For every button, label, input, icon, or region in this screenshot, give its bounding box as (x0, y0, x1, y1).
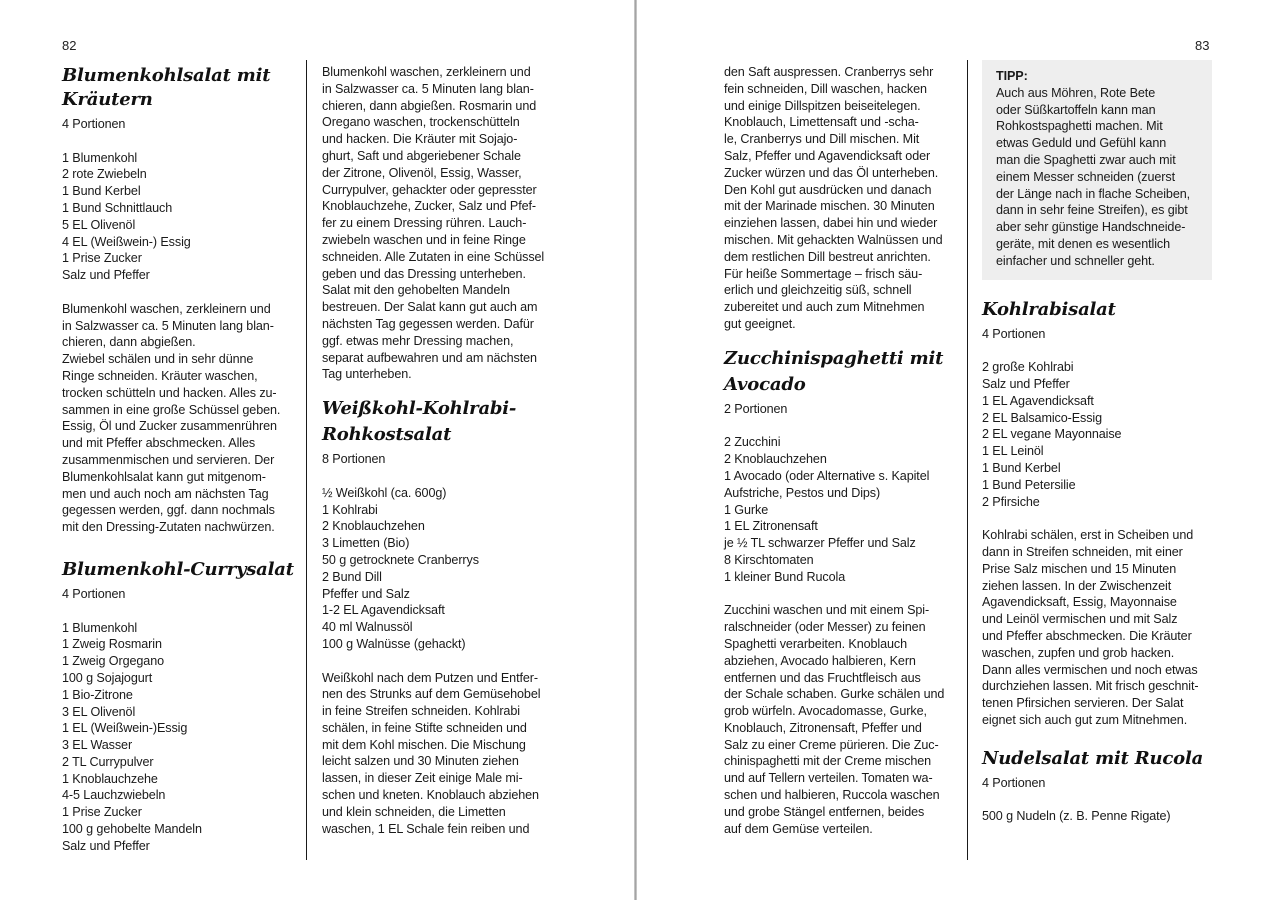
text-line: chieren, dann abgießen. Rosmarin und (322, 98, 537, 113)
text-line: schen und kneten. Knoblauch abziehen (322, 788, 539, 803)
text-line: etwas Geduld und Gefühl kann (996, 136, 1167, 151)
text-line: Zwiebel schälen und in sehr dünne (62, 352, 254, 367)
method-text (62, 301, 297, 536)
text-line: Agavendicksaft, Essig, Mayonnaise (982, 595, 1177, 610)
text-line: Essig, Öl und Zucker zusammenrühren (62, 419, 277, 434)
text-line: sammen in eine große Schüssel geben. (62, 402, 281, 417)
text-line: ghurt, Saft und abgeriebener Schale (322, 148, 521, 163)
text-line: Zucchini waschen und mit einem Spi- (724, 603, 930, 618)
text-line: Tag unterheben. (322, 367, 412, 382)
column-divider (967, 60, 968, 860)
text-line: oder Süßkartoffeln kann man (996, 102, 1156, 117)
ingredient-item: 1 Bund Schnittlauch (62, 200, 173, 215)
ingredient-list (62, 620, 297, 855)
text-line: ziehen lassen. In der Zwischenzeit (982, 578, 1172, 593)
text-line: man die Spaghetti zwar auch mit (996, 152, 1176, 167)
ingredient-item: 2 große Kohlrabi (982, 360, 1074, 375)
text-line: erlich und gleichzeitig süß, schnell (724, 283, 912, 298)
ingredient-item: 1 Bund Kerbel (982, 460, 1061, 475)
text-line: waschen, 1 EL Schale fein reiben und (322, 821, 530, 836)
text-line: le, Cranberrys und Dill mischen. Mit (724, 132, 920, 147)
ingredient-item: 100 g gehobelte Mandeln (62, 822, 202, 837)
ingredient-item: 2 Zucchini (724, 435, 781, 450)
text-line: Den Kohl gut ausdrücken und danach (724, 182, 932, 197)
ingredient-item: 1 Prise Zucker (62, 805, 142, 820)
recipe-title-kohlrabisalat: Kohlrabisalat (982, 298, 1116, 320)
text-line: aber sehr günstige Handschneide- (996, 220, 1186, 235)
text-line: Ringe schneiden. Kräuter waschen, (62, 368, 258, 383)
text-line: mischen. Mit gehackten Walnüssen und (724, 232, 943, 247)
text-line: schen und halbieren, Ruccola waschen (724, 788, 940, 803)
ingredient-item: 1 EL Leinöl (982, 444, 1044, 459)
right-column-1 (724, 64, 959, 837)
text-line: abziehen, Avocado halbieren, Kern (724, 653, 916, 668)
ingredient-item: 1 Knoblauchzehe (62, 771, 158, 786)
ingredient-item: 1 EL Zitronensaft (724, 519, 818, 534)
ingredient-item: 1 Prise Zucker (62, 251, 142, 266)
text-line: dem restlichen Dill bestreut anrichten. (724, 249, 931, 264)
text-line: geben und das Dressing unterheben. (322, 266, 526, 281)
ingredient-item: 3 EL Wasser (62, 738, 133, 753)
ingredient-item: ½ Weißkohl (ca. 600g) (322, 485, 447, 500)
text-line: einziehen lassen, dabei hin und wieder (724, 216, 938, 231)
ingredient-item: 1-2 EL Agavendicksaft (322, 603, 445, 618)
text-line: Knoblauchzehe, Zucker, Salz und Pfef- (322, 199, 537, 214)
ingredient-item: 2 rote Zwiebeln (62, 167, 147, 182)
text-line: der Schale schaben. Gurke schälen und (724, 687, 945, 702)
ingredient-item: 1 Zweig Orgegano (62, 654, 165, 669)
recipe-title-weisskohl-line2: Rohkostsalat (322, 424, 452, 446)
text-line: leicht salzen und 30 Minuten ziehen (322, 754, 519, 769)
method-text (322, 64, 562, 383)
recipe-title-weisskohl-line1: Weißkohl-Kohlrabi- (322, 398, 517, 420)
text-line: und einige Dillspitzen beiseitelegen. (724, 98, 921, 113)
method-text (322, 670, 562, 838)
ingredient-item: 3 EL Olivenöl (62, 704, 136, 719)
text-line: und hacken. Die Kräuter mit Sojajo- (322, 132, 518, 147)
text-line: Spaghetti verarbeiten. Knoblauch (724, 636, 908, 651)
text-line: zusammenmischen und servieren. Der (62, 452, 275, 467)
recipe-title-zucchinispaghetti-line1: Zucchinispaghetti mit (724, 347, 944, 369)
text-line: Salat mit den gehobelten Mandeln (322, 283, 510, 298)
text-line: auf dem Gemüse verteilen. (724, 821, 873, 836)
text-line: lassen, in dieser Zeit einige Male mi- (322, 771, 523, 786)
ingredient-item: 8 Kirschtomaten (724, 552, 814, 567)
text-line: den Saft auspressen. Cranberrys sehr (724, 65, 934, 79)
text-line: schneiden. Alle Zutaten in eine Schüssel (322, 249, 545, 264)
text-line: und grobe Stängel entfernen, beides (724, 804, 925, 819)
left-column-1 (62, 64, 297, 855)
ingredient-item: 100 g Walnüsse (gehackt) (322, 636, 466, 651)
text-line: nächsten Tag gegessen werden. Dafür (322, 316, 534, 331)
text-line: grob würfeln. Avocadomasse, Gurke, (724, 704, 927, 719)
text-line: Salz, Pfeffer und Agavendicksaft oder (724, 148, 931, 163)
text-line: und auf Tellern verteilen. Tomaten wa- (724, 771, 933, 786)
text-line: Zucker würzen und das Öl unterheben. (724, 165, 939, 180)
text-line: bestreuen. Der Salat kann gut auch am (322, 300, 538, 315)
ingredient-item: 2 Bund Dill (322, 569, 382, 584)
text-line: waschen, zupfen und grob hacken. (982, 645, 1175, 660)
ingredient-item: Salz und Pfeffer (982, 376, 1070, 391)
portions: 4 Portionen (62, 117, 126, 131)
text-line: gut geeignet. (724, 316, 796, 331)
right-page (637, 0, 1270, 900)
ingredient-item: 1 EL (Weißwein-)Essig (62, 721, 188, 736)
ingredient-item: Pfeffer und Salz (322, 586, 410, 601)
text-line: einfacher und schneller geht. (996, 253, 1155, 268)
ingredient-item: 1 Bund Petersilie (982, 477, 1076, 492)
left-page (0, 0, 634, 900)
text-line: Knoblauch, Zitronensaft, Pfeffer und (724, 720, 922, 735)
ingredient-item: 1 Blumenkohl (62, 150, 138, 165)
text-line: mit dem Kohl mischen. Die Mischung (322, 737, 526, 752)
ingredient-item: 2 EL Balsamico-Essig (982, 410, 1103, 425)
page-number-right: 83 (1195, 38, 1210, 53)
right-column-2 (982, 60, 1212, 825)
ingredient-item: 1 Bund Kerbel (62, 184, 141, 199)
text-line: in Salzwasser ca. 5 Minuten lang blan- (322, 81, 534, 96)
text-line: chieren, dann abgießen. (62, 335, 196, 350)
ingredient-item: 100 g Sojajogurt (62, 670, 153, 685)
portions: 2 Portionen (724, 401, 788, 416)
text-line: ralschneider (oder Messer) zu feinen (724, 620, 926, 635)
text-line: Dann alles vermischen und noch etwas (982, 662, 1198, 677)
ingredient-item: 2 Knoblauchzehen (724, 452, 827, 467)
text-line: dann in Streifen schneiden, mit einer (982, 544, 1183, 559)
ingredient-item: 1 Zweig Rosmarin (62, 637, 162, 652)
text-line: eignet sich auch gut zum Mitnehmen. (982, 712, 1188, 727)
ingredient-item: 1 Kohlrabi (322, 502, 378, 517)
text-line: gegessen werden, ggf. dann nochmals (62, 503, 275, 518)
recipe-title-nudelsalat: Nudelsalat mit Rucola (982, 747, 1204, 769)
ingredient-item: 5 EL Olivenöl (62, 217, 136, 232)
text-line: und Leinöl vermischen und mit Salz (982, 612, 1178, 627)
recipe-title-blumenkohl-currysalat: Blumenkohl-Currysalat (62, 558, 294, 580)
text-line: geräte, mit denen es wesentlich (996, 236, 1171, 251)
text-line: mit der Marinade mischen. 30 Minuten (724, 199, 935, 214)
text-line: Currypulver, gehackter oder gepresster (322, 182, 537, 197)
method-text (724, 602, 959, 837)
text-line: tenen Pfirsichen servieren. Der Salat (982, 696, 1184, 711)
ingredient-item: 1 kleiner Bund Rucola (724, 569, 846, 584)
method-text (982, 527, 1212, 729)
text-line: ggf. etwas mehr Dressing machen, (322, 333, 514, 348)
ingredient-item: 500 g Nudeln (z. B. Penne Rigate) (982, 809, 1171, 824)
ingredient-item: je ½ TL schwarzer Pfeffer und Salz (724, 536, 916, 551)
portions: 4 Portionen (982, 326, 1046, 341)
ingredient-item: 2 TL Currypulver (62, 754, 154, 769)
text-line: Weißkohl nach dem Putzen und Entfer- (322, 670, 538, 685)
tip-label: TIPP: (996, 69, 1028, 83)
ingredient-list (724, 434, 959, 585)
ingredient-item: 40 ml Walnussöl (322, 620, 413, 635)
text-line: in Salzwasser ca. 5 Minuten lang blan- (62, 318, 274, 333)
recipe-title-blumenkohlsalat: Blumenkohlsalat mit Kräutern (62, 65, 271, 110)
text-line: fein schneiden, Dill waschen, hacken (724, 81, 927, 96)
text-line: chinispaghetti mit der Creme mischen (724, 754, 932, 769)
text-line: zubereitet und auch zum Mitnehmen (724, 300, 925, 315)
ingredient-item: 1 Gurke (724, 502, 769, 517)
text-line: Prise Salz mischen und 15 Minuten (982, 561, 1177, 576)
text-line: dann in sehr feine Streifen), es gibt (996, 203, 1188, 218)
left-column-2 (322, 64, 562, 837)
ingredient-list (982, 808, 1212, 825)
method-text (724, 64, 959, 333)
text-line: Knoblauch, Limettensaft und -scha- (724, 115, 919, 130)
ingredient-item: 4 EL (Weißwein-) Essig (62, 234, 191, 249)
text-line: Rohkostspaghetti machen. Mit (996, 119, 1163, 134)
text-line: nen des Strunks auf dem Gemüsehobel (322, 687, 541, 702)
text-line: schälen, in feine Stifte schneiden und (322, 720, 527, 735)
ingredient-list (322, 485, 562, 653)
ingredient-item: Salz und Pfeffer (62, 268, 150, 283)
ingredient-list (982, 359, 1212, 510)
tip-box (982, 60, 1212, 280)
text-line: Für heiße Sommertage – frisch säu- (724, 266, 923, 281)
text-line: Auch aus Möhren, Rote Bete (996, 85, 1156, 100)
ingredient-item: 1 EL Agavendicksaft (982, 393, 1094, 408)
text-line: Oregano waschen, trockenschütteln (322, 115, 520, 130)
ingredient-list (62, 150, 297, 284)
text-line: und klein schneiden, die Limetten (322, 804, 506, 819)
text-line: durchziehen lassen. Mit frisch geschnit- (982, 679, 1199, 694)
text-line: separat aufbewahren und am nächsten (322, 350, 537, 365)
portions: 8 Portionen (322, 452, 386, 467)
ingredient-item: 2 Pfirsiche (982, 494, 1040, 509)
text-line: in feine Streifen schneiden. Kohlrabi (322, 704, 520, 719)
tip-text (996, 85, 1198, 270)
ingredient-item: 2 EL vegane Mayonnaise (982, 427, 1122, 442)
portions: 4 Portionen (62, 586, 126, 601)
ingredient-item: 3 Limetten (Bio) (322, 536, 410, 551)
text-line: Kohlrabi schälen, erst in Scheiben und (982, 528, 1194, 543)
portions: 4 Portionen (982, 775, 1046, 790)
recipe-title-zucchinispaghetti-line2: Avocado (724, 373, 806, 395)
ingredient-item: Salz und Pfeffer (62, 838, 150, 853)
text-line: Blumenkohl waschen, zerkleinern und (62, 301, 271, 316)
text-line: entfernen und das Fruchtfleisch aus (724, 670, 921, 685)
ingredient-item: 50 g getrocknete Cranberrys (322, 552, 479, 567)
text-line: und Pfeffer abschmecken. Die Kräuter (982, 628, 1192, 643)
ingredient-item: Aufstriche, Pestos und Dips) (724, 485, 881, 500)
text-line: Blumenkohlsalat kann gut mitgenom- (62, 469, 266, 484)
page-number-left: 82 (62, 38, 77, 53)
text-line: zwiebeln waschen und in feine Ringe (322, 232, 526, 247)
text-line: der Zitrone, Olivenöl, Essig, Wasser, (322, 165, 522, 180)
ingredient-item: 1 Blumenkohl (62, 620, 138, 635)
text-line: und mit Pfeffer abschmecken. Alles (62, 436, 256, 451)
ingredient-item: 2 Knoblauchzehen (322, 519, 425, 534)
ingredient-item: 1 Avocado (oder Alternative s. Kapitel (724, 468, 930, 483)
text-line: men und auch noch am nächsten Tag (62, 486, 269, 501)
text-line: fer zu einem Dressing rühren. Lauch- (322, 216, 527, 231)
text-line: Blumenkohl waschen, zerkleinern und (322, 65, 531, 79)
text-line: Salz zu einer Creme pürieren. Die Zuc- (724, 737, 939, 752)
text-line: mit den Dressing-Zutaten nachwürzen. (62, 520, 275, 535)
column-divider (306, 60, 307, 860)
text-line: trocken schütteln und hacken. Alles zu- (62, 385, 277, 400)
text-line: einem Messer schneiden (zuerst (996, 169, 1175, 184)
ingredient-item: 1 Bio-Zitrone (62, 687, 133, 702)
text-line: der Länge nach in flache Scheiben, (996, 186, 1191, 201)
ingredient-item: 4-5 Lauchzwiebeln (62, 788, 166, 803)
